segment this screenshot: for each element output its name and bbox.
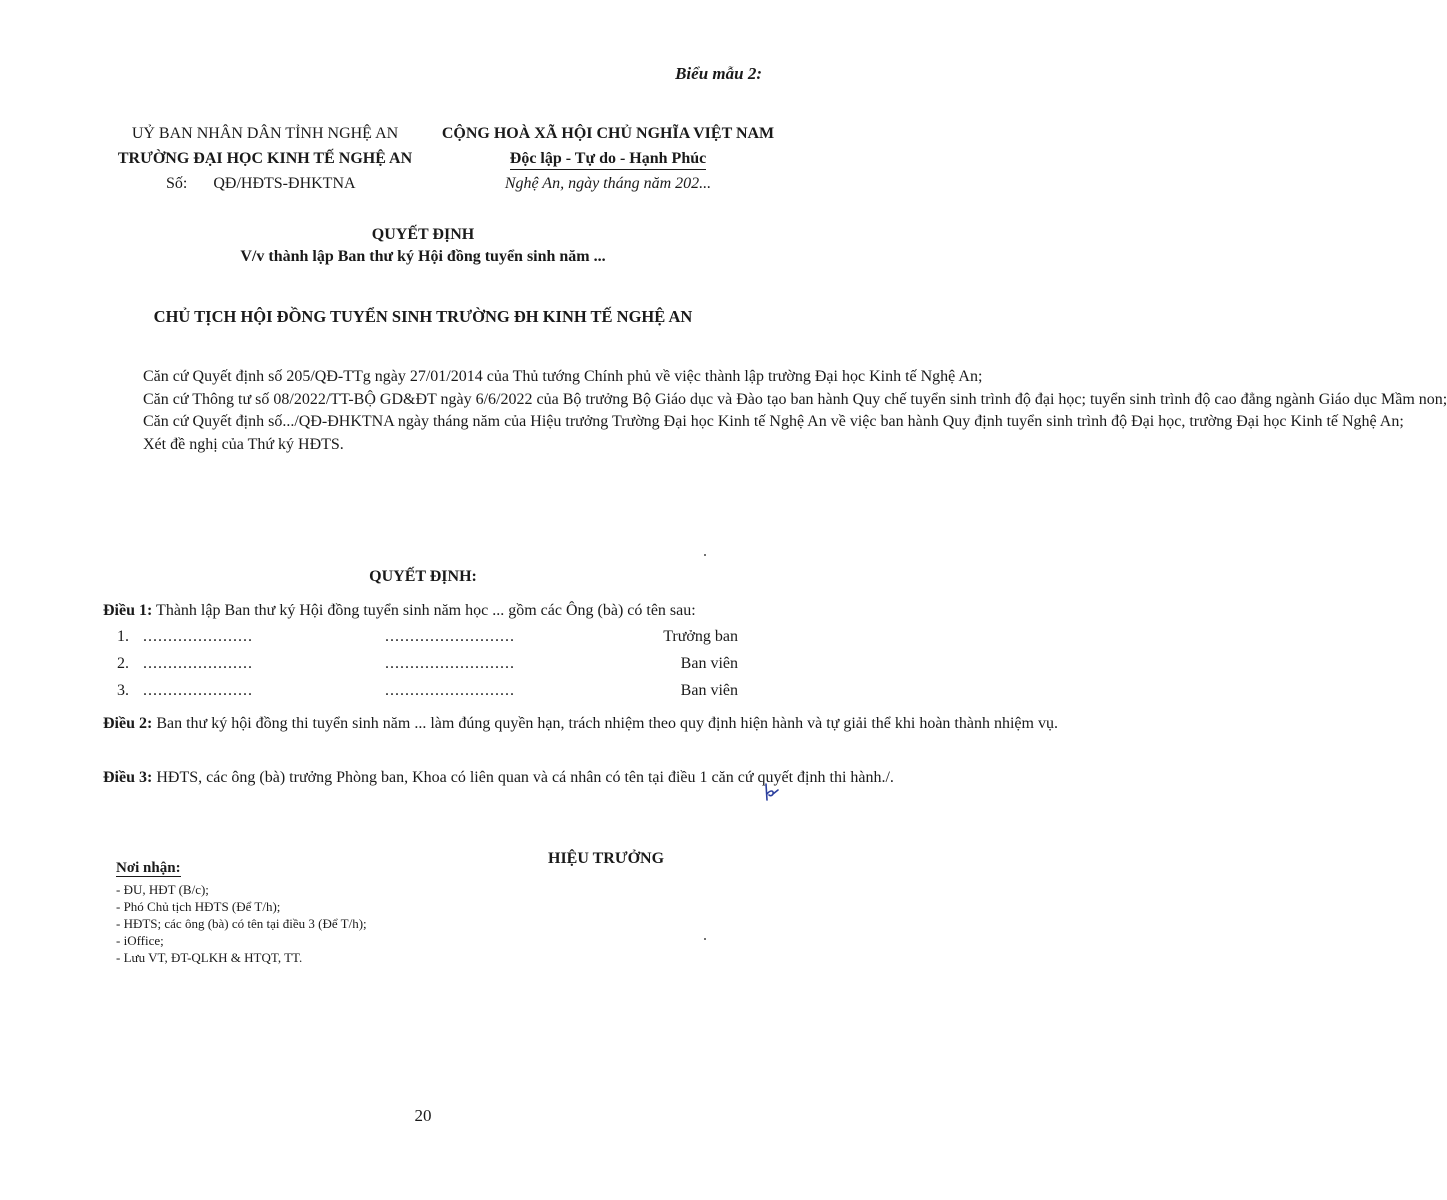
article-1 xyxy=(103,597,765,624)
recipient-item: - HĐTS; các ông (bà) có tên tại điều 3 (Để T/h); xyxy=(116,916,367,931)
member-name: ...................... xyxy=(143,628,253,645)
member-unit: .......................... xyxy=(385,655,515,672)
authority-heading: CHỦ TỊCH HỘI ĐỒNG TUYỂN SINH TRƯỜNG ĐH KINH TẾ NGHỆ AN xyxy=(153,307,693,326)
recipient-item: - ĐU, HĐT (B/c); xyxy=(116,882,209,897)
preamble-paragraph: Căn cứ Quyết định số 205/QĐ-TTg ngày 27/01/2014 của Thủ tướng Chính phủ về việc thành lập trường Đại học Kinh tế Nghệ An; xyxy=(143,368,983,385)
list-item xyxy=(103,628,738,655)
page-number: 20 xyxy=(414,1106,432,1125)
decision-title: QUYẾT ĐỊNH xyxy=(371,226,475,243)
preamble-paragraph: Căn cứ Quyết định số.../QĐ-ĐHKTNA ngày tháng năm của Hiệu trưởng Trường Đại học Kinh tế Nghệ An về việc ban hành Quy định tuyển sinh trình độ Đại học, trường Đại học Kinh tế Nghệ An; xyxy=(143,413,1404,430)
article-2-text: Ban thư ký hội đồng thi tuyển sinh năm ... làm đúng quyền hạn, trách nhiệm theo quy định hiện hành và tự giải thể khi hoàn thành nhiệm vụ. xyxy=(152,715,1058,732)
member-number: 1. xyxy=(117,628,129,645)
issuer-school: TRƯỜNG ĐẠI HỌC KINH TẾ NGHỆ AN xyxy=(117,150,413,167)
member-role: Trưởng ban xyxy=(663,628,738,645)
number-prefix: Số: xyxy=(166,175,188,192)
decides-heading: QUYẾT ĐỊNH: xyxy=(369,568,477,585)
article-1-text: Thành lập Ban thư ký Hội đồng tuyển sinh năm học ... gồm các Ông (bà) có tên sau: xyxy=(152,602,696,619)
preamble-paragraph: Xét đề nghị của Thứ ký HĐTS. xyxy=(143,435,344,453)
article-2 xyxy=(103,710,1058,737)
recipients-title xyxy=(116,860,367,877)
member-list xyxy=(103,628,738,709)
member-unit: .......................... xyxy=(385,682,515,699)
scan-speck xyxy=(704,554,706,556)
list-item xyxy=(103,655,738,682)
member-name: ...................... xyxy=(143,655,253,672)
recipient-item: - Lưu VT, ĐT-QLKH & HTQT, TT. xyxy=(116,950,303,965)
header-right xyxy=(420,121,796,196)
recipients-block xyxy=(116,860,367,966)
member-role: Ban viên xyxy=(680,655,738,672)
document-number xyxy=(100,171,430,196)
article-2-label: Điều 2: xyxy=(103,715,153,732)
member-number: 3. xyxy=(117,682,129,699)
preamble-paragraph: Căn cứ Thông tư số 08/2022/TT-BỘ GD&ĐT ngày 6/6/2022 của Bộ trưởng Bộ Giáo dục và Đào tạo ban hành Quy chế tuyển sinh trình độ đại học; tuyển sinh trình độ cao đẳng ngành Giáo dục Mầm non; xyxy=(143,390,1447,408)
preamble xyxy=(103,366,1447,456)
national-motto xyxy=(420,146,796,171)
recipient-item: - iOffice; xyxy=(116,933,164,948)
signer-title: HIỆU TRƯỞNG xyxy=(548,850,665,867)
number-code: QĐ/HĐTS-ĐHKTNA xyxy=(213,175,356,192)
decision-subject: V/v thành lập Ban thư ký Hội đồng tuyển sinh năm ... xyxy=(240,248,606,265)
header-left xyxy=(100,121,430,196)
form-label: Biểu mẫu 2: xyxy=(675,64,762,83)
pen-mark-icon xyxy=(760,780,784,804)
recipient-item: - Phó Chủ tịch HĐTS (Để T/h); xyxy=(116,899,281,914)
member-unit: .......................... xyxy=(385,628,515,645)
member-number: 2. xyxy=(117,655,129,672)
issuer-province: UỶ BAN NHÂN DÂN TỈNH NGHỆ AN xyxy=(131,125,399,142)
recipients-title-text: Nơi nhận: xyxy=(116,860,181,876)
scan-speck xyxy=(704,938,706,940)
list-item xyxy=(103,682,738,709)
member-name: ...................... xyxy=(143,682,253,699)
article-3-text: HĐTS, các ông (bà) trưởng Phòng ban, Khoa có liên quan và cá nhân có tên tại điều 1 căn cứ quyết định thi hành./. xyxy=(152,769,894,786)
place-date: Nghệ An, ngày tháng năm 202... xyxy=(504,175,712,192)
article-1-label: Điều 1: xyxy=(103,602,153,619)
article-3-label: Điều 3: xyxy=(103,769,153,786)
national-motto-text: Độc lập - Tự do - Hạnh Phúc xyxy=(510,149,706,170)
national-title: CỘNG HOÀ XÃ HỘI CHỦ NGHĨA VIỆT NAM xyxy=(441,125,775,142)
article-3 xyxy=(103,764,894,791)
member-role: Ban viên xyxy=(680,682,738,699)
